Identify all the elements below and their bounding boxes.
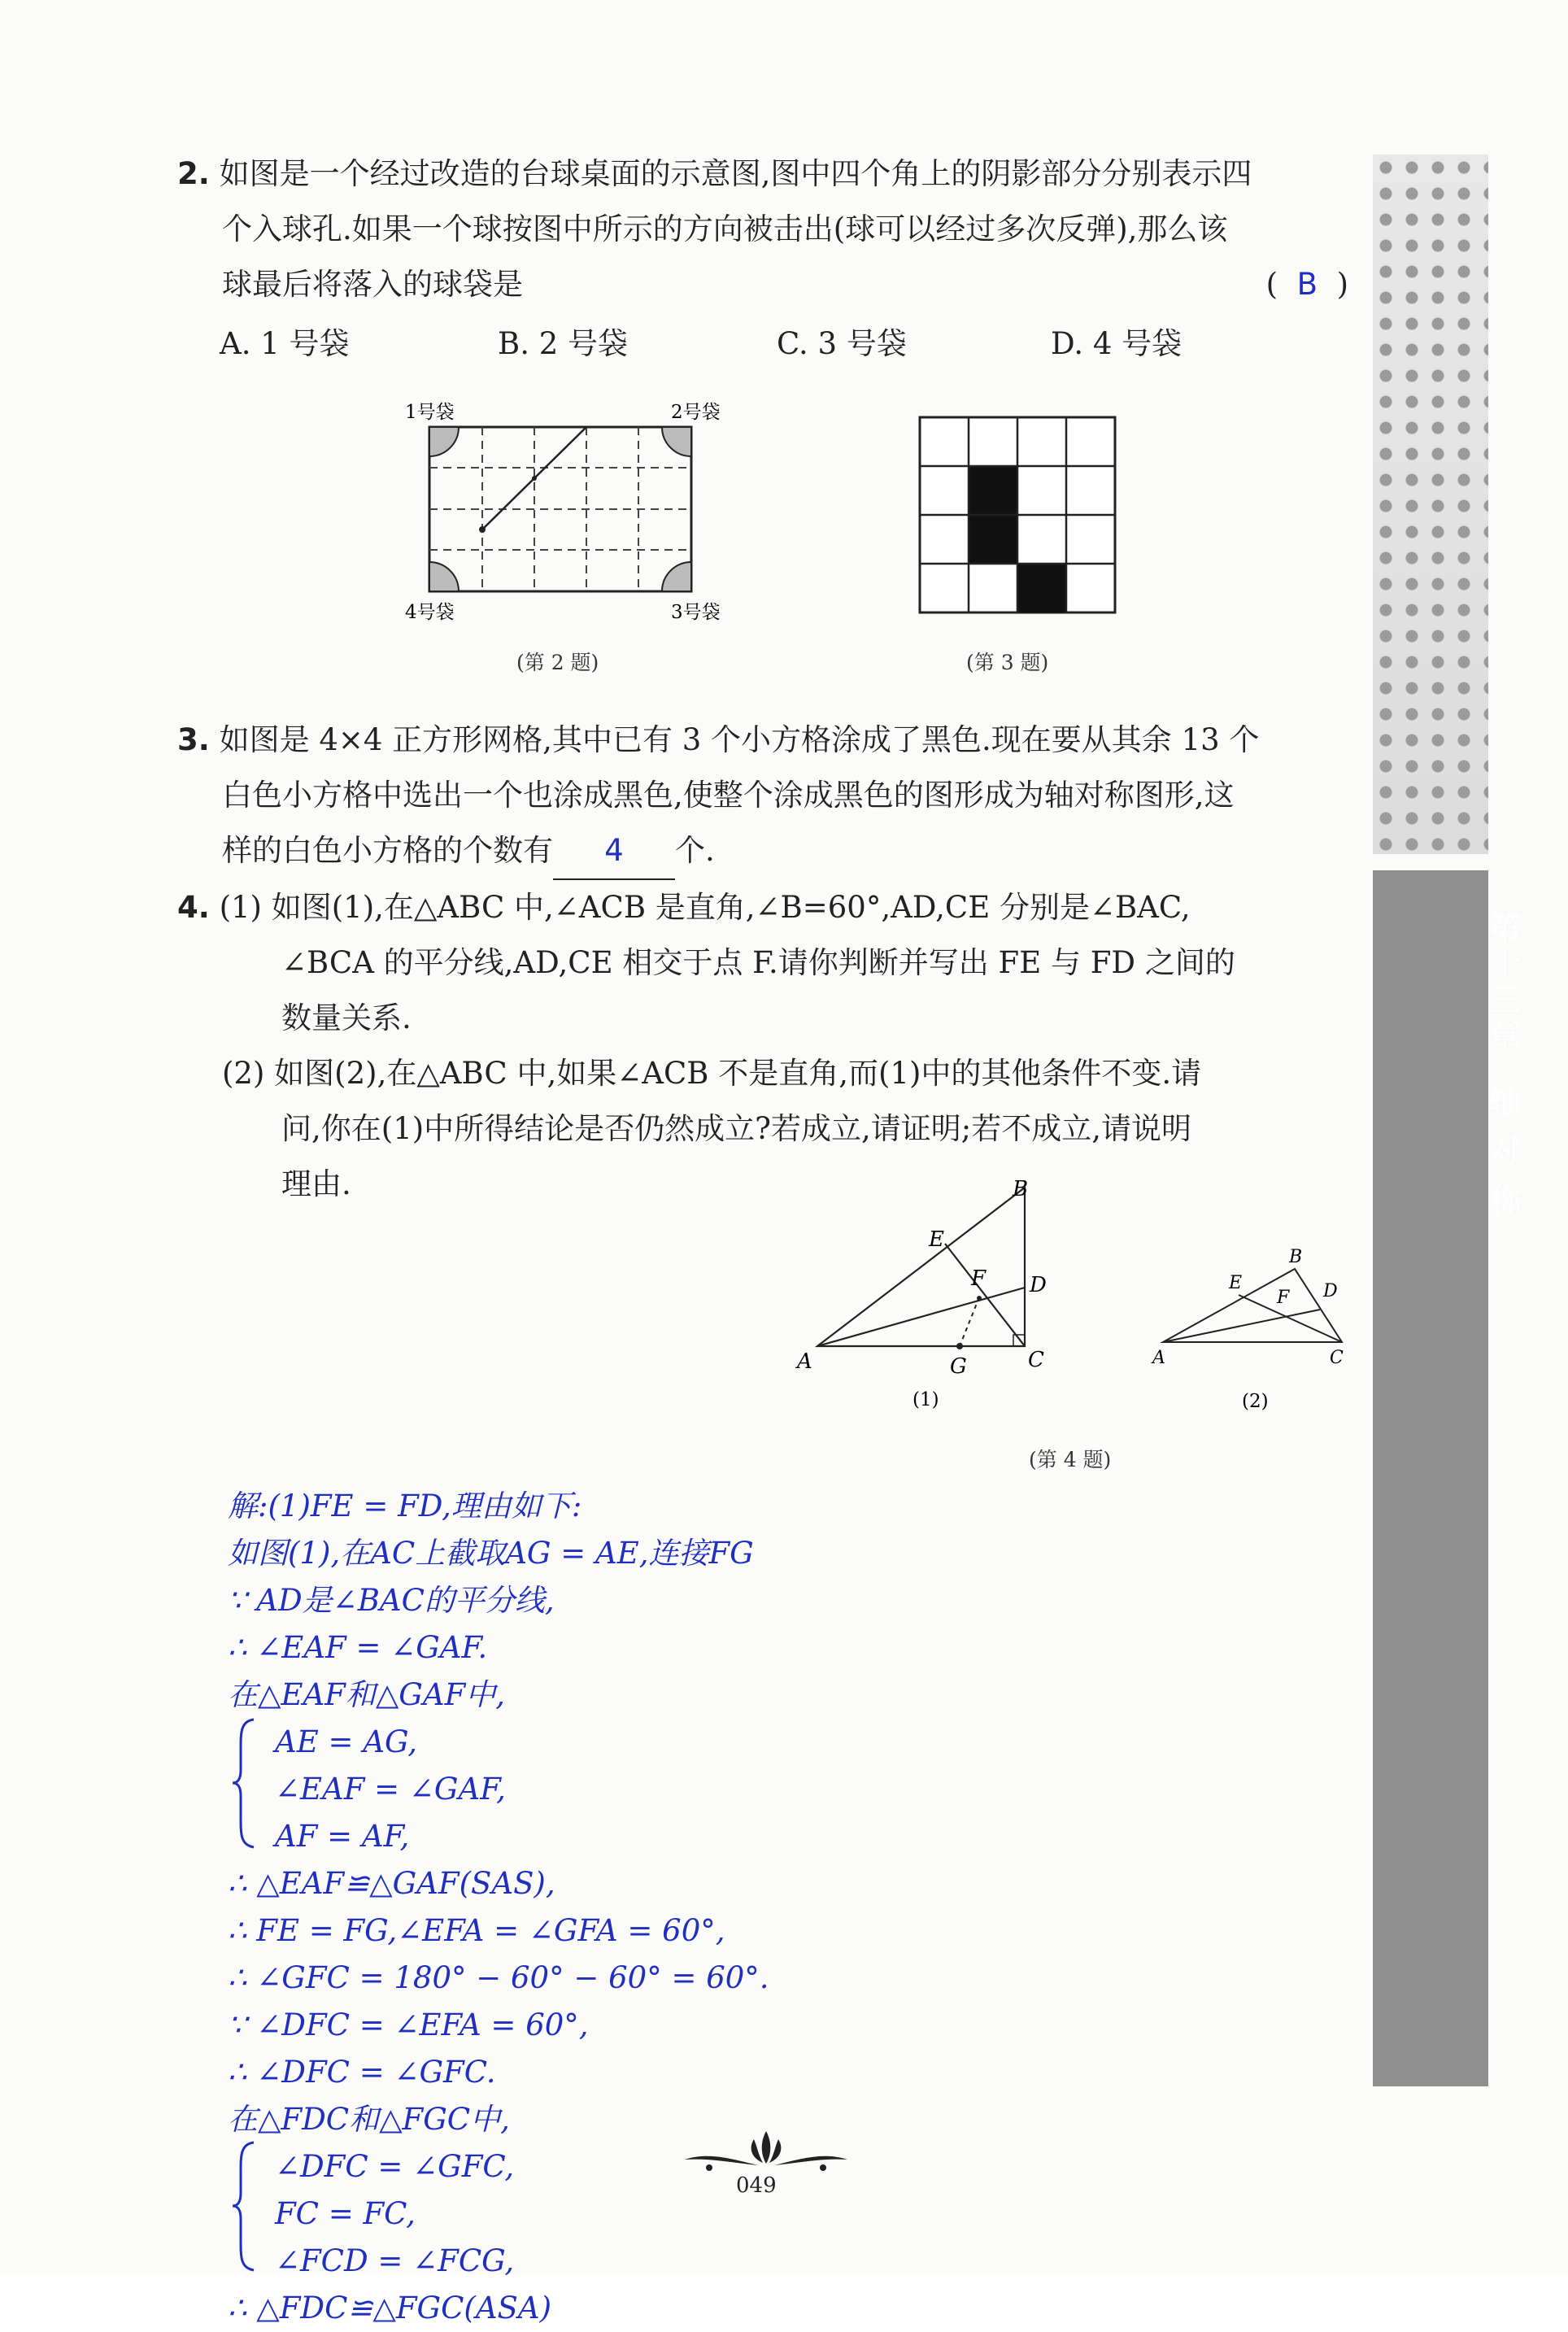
chapter-name: 轴 对 称 [1483,1083,1521,1219]
question-text: ∠BCA 的平分线,AD,CE 相交于点 F.请你判断并写出 FE 与 FD 之间的 [281,945,1235,980]
solution-line: ∴ ∠DFC = ∠GFC. [228,2055,496,2090]
page-ornament [677,2127,856,2176]
question-3 [177,713,1348,880]
point-label: B [1013,1177,1029,1201]
solution-line: AE = AG, [275,1724,417,1759]
solution-line: ∠FCD = ∠FCG, [275,2243,515,2278]
question-text: 样的白色小方格的个数有 4 个. [177,823,1348,880]
question-text: 白色小方格中选出一个也涂成黑色,使整个涂成黑色的图形成为轴对称图形,这 [222,778,1235,813]
point-label: F [1277,1288,1290,1308]
point-label: B [1289,1247,1303,1267]
point-label: G [950,1354,967,1379]
triangle-figure-1 [789,1171,1065,1423]
pocket-label: 1号袋 [405,402,455,423]
solution-line: AF = AF, [275,1819,410,1854]
solution-line: 如图(1),在AC上截取AG = AE,连接FG [228,1536,754,1571]
solution-line: ∴ ∠EAF = ∠GAF. [228,1630,488,1665]
point-label: D [1323,1281,1338,1301]
pocket-label: 2号袋 [671,402,721,423]
question-text: (2) 如图(2),在△ABC 中,如果∠ACB 不是直角,而(1)中的其他条件不变.请 [222,1056,1202,1091]
solution-line: 在△EAF和△GAF中, [228,1677,506,1712]
pocket-label: 3号袋 [671,602,721,623]
figure-caption: (第 3 题) [966,651,1049,674]
point-label: E [929,1227,944,1252]
solution-line: ∴ △EAF≌△GAF(SAS), [228,1866,555,1901]
question-text: 理由. [281,1166,351,1201]
option-c: C. 3 号袋 [777,326,907,361]
solution-block [228,1483,769,2332]
solution-line: ∠EAF = ∠GAF, [275,1772,506,1807]
solution-line: ∵ ∠DFC = ∠EFA = 60°, [228,2007,589,2042]
point-label: E [1229,1273,1243,1293]
point-label: D [1030,1273,1047,1297]
point-label: A [797,1349,812,1374]
question-text: 如图是 4×4 正方形网格,其中已有 3 个小方格涂成了黑色.现在要从其余 13 个 [219,722,1260,757]
brace-symbol [229,2139,262,2273]
answer-bracket: ( B ) [1265,267,1348,302]
page-number: 049 [736,2173,777,2198]
solution-line: 解:(1)FE = FD,理由如下: [228,1489,582,1523]
point-label: C [1330,1348,1344,1368]
pocket-label: 4号袋 [405,602,455,623]
question-4 [177,880,1348,1212]
brace-symbol [229,1716,262,1850]
solution-line: FC = FC, [275,2196,416,2231]
figure-sub-caption: (1) [912,1389,939,1410]
solution-line: ∴ FE = FG,∠EFA = ∠GFA = 60°, [228,1913,725,1948]
figure-sub-caption: (2) [1242,1391,1269,1412]
question-text: 球最后将落入的球袋是 [222,267,523,302]
question-number: 2. [177,156,210,191]
question-text: (1) 如图(1),在△ABC 中,∠ACB 是直角,∠B=60°,AD,CE 分别是∠BAC, [219,890,1191,925]
triangle-figure-2 [1143,1236,1362,1423]
question-text: 如图是一个经过改造的台球桌面的示意图,图中四个角上的阴影部分分别表示四 [219,156,1252,191]
chapter-title [1409,911,1525,1218]
solution-line: ∴ △FDC≌△FGC(ASA) [228,2291,552,2325]
chapter-number: 第十三章 [1483,911,1521,1054]
solution-line: ∵ AD是∠BAC的平分线, [228,1583,555,1618]
solution-line: ∠DFC = ∠GFC, [275,2149,515,2184]
question-text: 数量关系. [281,1000,412,1035]
question-number: 4. [177,890,210,925]
option-a: A. 1 号袋 [220,326,350,361]
question-text [177,257,1348,312]
grid-figure [917,415,1121,618]
option-b: B. 2 号袋 [498,326,629,361]
chapter-sidebar [1373,155,1521,2086]
solution-line: ∴ ∠GFC = 180° − 60° − 60° = 60°. [228,1960,769,1995]
billiard-table-figure [390,390,748,626]
answer-value: B [1296,267,1318,302]
point-label: C [1028,1348,1044,1372]
point-label: F [971,1266,987,1291]
figure-caption: (第 4 题) [1029,1448,1112,1471]
question-2 [177,146,1348,312]
point-label: A [1152,1348,1165,1368]
sidebar-decoration [1373,155,1488,854]
option-d: D. 4 号袋 [1051,326,1183,361]
question-text: 个入球孔.如果一个球按图中所示的方向被击出(球可以经过多次反弹),那么该 [222,211,1228,246]
question-text: 问,你在(1)中所得结论是否仍然成立?若成立,请证明;若不成立,请说明 [281,1111,1191,1146]
solution-line: 在△FDC和△FGC中, [228,2102,510,2137]
figure-caption: (第 2 题) [516,651,599,674]
answer-value: 4 [553,823,675,880]
question-number: 3. [177,722,210,757]
